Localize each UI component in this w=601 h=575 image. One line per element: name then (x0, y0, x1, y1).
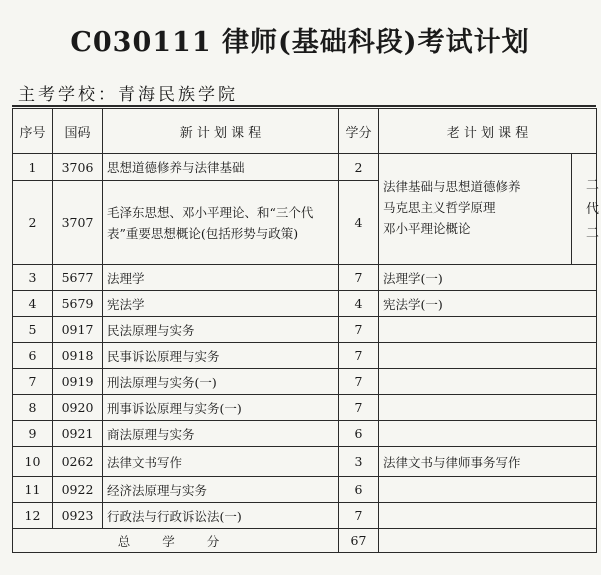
row-seq: 11 (13, 477, 53, 503)
total-value: 67 (339, 529, 379, 553)
total-old-empty (379, 529, 597, 553)
row-old-course (379, 395, 597, 421)
total-label: 总 学 分 (13, 529, 339, 553)
side-char: 二 (586, 226, 600, 241)
row-credits: 4 (339, 291, 379, 317)
old-course-side-column (571, 154, 601, 264)
table-row (13, 343, 597, 369)
row-code: 0921 (53, 421, 103, 447)
row-code: 0918 (53, 343, 103, 369)
row-course: 民事诉讼原理与实务 (103, 343, 339, 369)
row-code: 0262 (53, 447, 103, 477)
row-code: 0917 (53, 317, 103, 343)
row-course: 刑事诉讼原理与实务(一) (103, 395, 339, 421)
header-seq: 序号 (13, 109, 53, 154)
row-course: 法律文书写作 (103, 447, 339, 477)
row-old-course (379, 421, 597, 447)
row-code: 0923 (53, 503, 103, 529)
row-code: 0920 (53, 395, 103, 421)
table-row (13, 447, 597, 477)
row-old-course: 宪法学(一) (379, 291, 597, 317)
row-code: 5677 (53, 265, 103, 291)
table-row (13, 369, 597, 395)
old-course-merged-cell (379, 154, 600, 265)
row-credits: 4 (339, 181, 379, 265)
total-row (13, 529, 597, 553)
row-credits: 3 (339, 447, 379, 477)
row-seq: 6 (13, 343, 53, 369)
row-seq: 5 (13, 317, 53, 343)
row-seq: 3 (13, 265, 53, 291)
table-row (13, 317, 597, 343)
table-row (13, 154, 597, 181)
table-row (13, 477, 597, 503)
header-credits: 学分 (339, 109, 379, 154)
table-row (13, 503, 597, 529)
old-course-line: 法律基础与思想道德修养 (383, 179, 521, 194)
row-credits: 2 (339, 154, 379, 181)
row-course: 刑法原理与实务(一) (103, 369, 339, 395)
row-code: 3707 (53, 181, 103, 265)
row-credits: 7 (339, 265, 379, 291)
row-old-course (379, 503, 597, 529)
row-old-course: 法理学(一) (379, 265, 597, 291)
row-code: 5679 (53, 291, 103, 317)
row-seq: 7 (13, 369, 53, 395)
row-credits: 7 (339, 343, 379, 369)
row-credits: 7 (339, 317, 379, 343)
row-course: 行政法与行政诉讼法(一) (103, 503, 339, 529)
table-row (13, 265, 597, 291)
exam-plan-table (12, 108, 600, 553)
row-seq: 8 (13, 395, 53, 421)
old-course-merged-list (383, 176, 521, 239)
row-course: 毛泽东思想、邓小平理论、和“三个代表”重要思想概论(包括形势与政策) (103, 181, 339, 265)
side-char: 代 (586, 202, 600, 217)
row-old-course (379, 343, 597, 369)
row-course: 商法原理与实务 (103, 421, 339, 447)
row-credits: 7 (339, 395, 379, 421)
side-char: 二 (586, 178, 600, 193)
row-course: 民法原理与实务 (103, 317, 339, 343)
header-new-course: 新 计 划 课 程 (103, 109, 339, 154)
row-code: 0922 (53, 477, 103, 503)
row-seq: 12 (13, 503, 53, 529)
table-row (13, 395, 597, 421)
table-top-rule (12, 105, 596, 107)
row-code: 3706 (53, 154, 103, 181)
table-header-row (13, 109, 597, 154)
row-old-course (379, 477, 597, 503)
row-credits: 7 (339, 503, 379, 529)
page-title: C030111 律师(基础科段)考试计划 (70, 27, 530, 58)
row-old-course: 法律文书与律师事务写作 (379, 447, 597, 477)
row-course: 法理学 (103, 265, 339, 291)
row-seq: 1 (13, 154, 53, 181)
host-school: 主考学校：青海民族学院 (18, 85, 238, 105)
table-row (13, 421, 597, 447)
row-old-course (379, 369, 597, 395)
row-old-course (379, 317, 597, 343)
old-course-line: 马克思主义哲学原理 (383, 200, 496, 215)
row-credits: 6 (339, 421, 379, 447)
row-seq: 10 (13, 447, 53, 477)
row-course: 思想道德修养与法律基础 (103, 154, 339, 181)
row-credits: 7 (339, 369, 379, 395)
row-seq: 9 (13, 421, 53, 447)
row-code: 0919 (53, 369, 103, 395)
header-code: 国码 (53, 109, 103, 154)
row-seq: 4 (13, 291, 53, 317)
row-course: 经济法原理与实务 (103, 477, 339, 503)
row-course: 宪法学 (103, 291, 339, 317)
header-old-course: 老 计 划 课 程 (379, 109, 597, 154)
table-row (13, 291, 597, 317)
row-seq: 2 (13, 181, 53, 265)
row-credits: 6 (339, 477, 379, 503)
old-course-line: 邓小平理论概论 (383, 221, 471, 236)
